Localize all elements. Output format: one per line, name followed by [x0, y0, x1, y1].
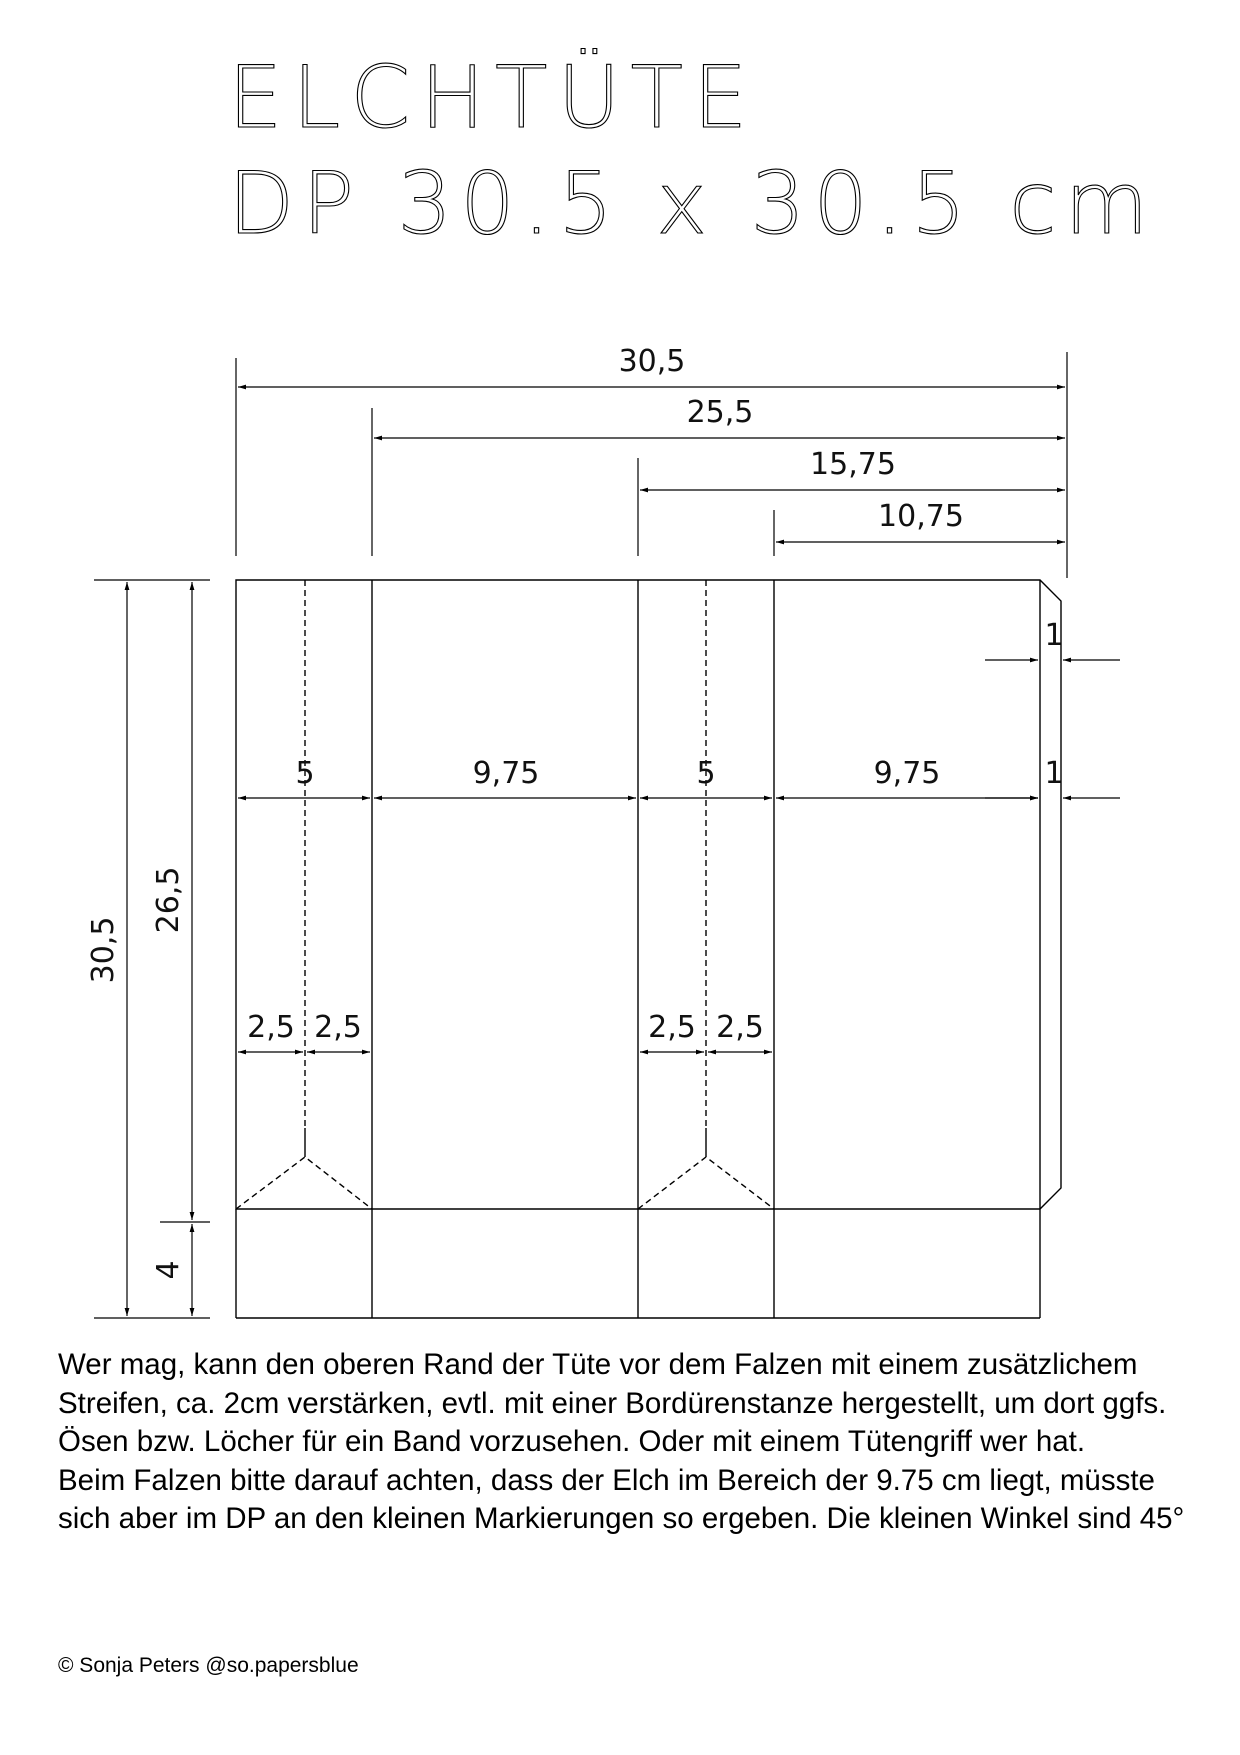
dim-label-half-1: 2,5 [247, 1010, 295, 1045]
notes-paragraph-1: Wer mag, kann den oberen Rand der Tüte vor dem Falzen mit einem zusätzlichem Streifen, ca. 2cm verstärken, evtl. mit einer Bordürenstanze hergestellt, um dort ggfs. Ösen bzw. Löcher für ein Band vorzusehen. Oder mit einem Tütengriff wer hat. [58, 1348, 1167, 1458]
title-line-1: ELCHTÜTE [228, 48, 758, 148]
dim-label-15-75: 15,75 [810, 447, 896, 482]
dim-label-width-9-75a: 9,75 [472, 756, 540, 791]
dim-label-flap-1: 1 [1044, 618, 1064, 653]
dim-label-height-4: 4 [151, 1260, 186, 1280]
height-dimensions [127, 582, 192, 1316]
dim-label-width-5b: 5 [696, 756, 716, 791]
instruction-notes [58, 1346, 1208, 1539]
dim-label-half-2: 2,5 [314, 1010, 362, 1045]
dim-label-half-4: 2,5 [716, 1010, 764, 1045]
dim-label-width-9-75b: 9,75 [873, 756, 941, 791]
bag-outline [236, 580, 1064, 1318]
dim-label-height-26-5: 26,5 [151, 866, 186, 934]
dim-label-height-30-5: 30,5 [86, 916, 121, 984]
notes-paragraph-2: Beim Falzen bitte darauf achten, dass der Elch im Bereich der 9.75 cm liegt, müsste sich aber im DP an den kleinen Markierungen so ergeben. Die kleinen Winkel sind 45° [58, 1463, 1185, 1535]
copyright-footer: © Sonja Peters @so.papersblue [58, 1654, 359, 1677]
extension-lines [94, 352, 1067, 1318]
width-dimension-row [238, 660, 1120, 798]
dim-label-half-3: 2,5 [648, 1010, 696, 1045]
dim-label-10-75: 10,75 [878, 499, 964, 534]
dim-label-width-1: 1 [1044, 756, 1064, 791]
title-line-2: DP 30.5 x 30.5 cm [228, 154, 1157, 254]
dim-label-width-5a: 5 [295, 756, 315, 791]
dim-label-30-5: 30,5 [618, 344, 686, 379]
dim-label-25-5: 25,5 [686, 395, 754, 430]
